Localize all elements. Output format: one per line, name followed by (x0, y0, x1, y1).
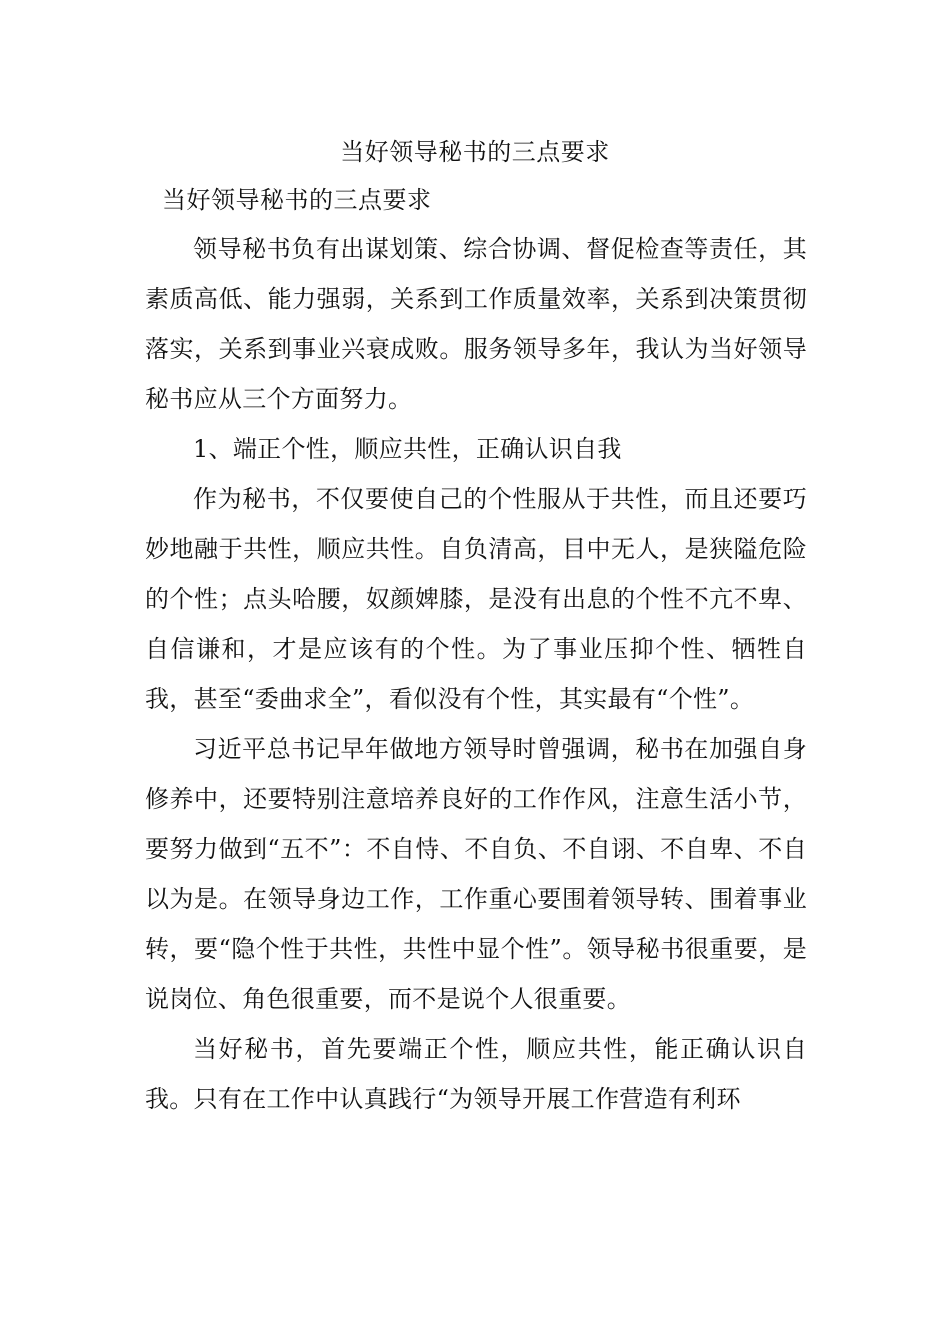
document-title: 当好领导秘书的三点要求 (340, 138, 610, 166)
paragraph-personality: 作为秘书，不仅要使自己的个性服从于共性，而且还要巧妙地融于共性，顺应共性。自负清高，目中无人，是狭隘危险的个性；点头哈腰，奴颜婢膝，是没有出息的个性不亢不卑、自信谦和，才是应该有的个性。为了事业压抑个性、牺牲自我，甚至“委曲求全”，看似没有个性，其实最有“个性”。 (145, 485, 807, 713)
paragraph-intro: 领导秘书负有出谋划策、综合协调、督促检查等责任，其素质高低、能力强弱，关系到工作质量效率，关系到决策贯彻落实，关系到事业兴衰成败。服务领导多年，我认为当好领导秘书应从三个方面努力。 (145, 235, 807, 413)
document-subtitle: 当好领导秘书的三点要求 (162, 186, 432, 214)
paragraph-five-nots: 习近平总书记早年做地方领导时曾强调，秘书在加强自身修养中，还要特别注意培养良好的工作作风，注意生活小节，要努力做到“五不”：不自恃、不自负、不自诩、不自卑、不自以为是。在领导身边工作，工作重心要围着领导转、围着事业转，要“隐个性于共性，共性中显个性”。领导秘书很重要，是说岗位、角色很重要，而不是说个人很重要。 (145, 735, 807, 1013)
section-heading-1: 1、端正个性，顺应共性，正确认识自我 (193, 435, 622, 463)
paragraph-conclusion: 当好秘书，首先要端正个性，顺应共性，能正确认识自我。只有在工作中认真践行“为领导开展工作营造有利环 (145, 1035, 807, 1113)
document-body (145, 224, 807, 1124)
